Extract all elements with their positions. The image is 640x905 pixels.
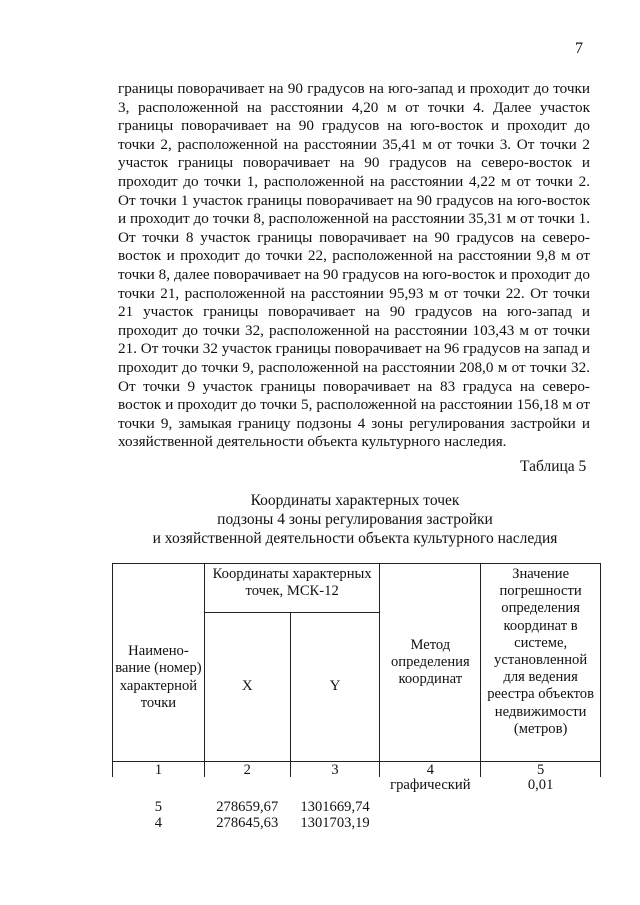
error-value: 0,01 bbox=[527, 777, 554, 793]
coord-y: 1301669,74 bbox=[300, 799, 370, 815]
column-number: 5 bbox=[481, 762, 601, 778]
coord-x: 278645,63 bbox=[216, 815, 279, 832]
column-number: 3 bbox=[290, 762, 380, 778]
table-row bbox=[113, 777, 601, 815]
coordinates-table bbox=[112, 563, 601, 832]
header-y: Y bbox=[290, 613, 380, 762]
coord-y: 1301703,19 bbox=[300, 815, 370, 832]
page-number: 7 bbox=[575, 40, 583, 57]
caption-line-1: Координаты характерных точек bbox=[250, 492, 460, 509]
header-error: Значение погрешности определения координат в системе, установленной для ведения реестра объектов недвижимости (метров) bbox=[481, 564, 601, 762]
caption-line-2: подзоны 4 зоны регулирования застройки bbox=[217, 511, 493, 528]
header-x: X bbox=[204, 613, 290, 762]
caption-line-3: и хозяйственной деятельности объекта культурного наследия bbox=[152, 530, 558, 547]
body-paragraph: границы поворачивает на 90 градусов на юго-запад и проходит до точки 3, расположенной на расстоянии 4,20 м от точки 4. Далее участок границы поворачивает на 90 градусов на юго-восток и проходит до точки 2, расположенной на расстоянии 35,41 м от точки 3. От точки 2 участок границы поворачивает на 90 градусов на северо-восток и проходит до точки 1, расположенной на расстоянии 4,22 м от точки 2. От точки 1 участок границы поворачивает на 90 градусов на юго-восток и проходит до точки 8, расположенной на расстоянии 35,31 м от точки 1. От точки 8 участок границы поворачивает на 90 градусов на северо-восток и проходит до точки 22, расположенной на расстоянии 9,8 м от точки 8, далее поворачивает на 90 градусов на юго-восток и проходит до точки 21, расположенной на расстоянии 95,93 м от точки 22. От точки 21 участок границы поворачивает на 90 градусов на юго-запад и проходит до точки 32, расположенной на расстоянии 103,43 м от точки 21. От точки 32 участок границы поворачивает на 96 градусов на запад и проходит до точки 9, расположенной на расстоянии 208,0 м от точки 32. От точки 9 участок границы поворачивает на 83 градуса на северо-восток и проходит до точки 5, расположенной на расстоянии 156,18 м от точки 9, замыкая границу подзоны 4 зоны регулирования застройки и хозяйственной деятельности объекта культурного наследия. bbox=[118, 80, 590, 451]
point-number: 4 bbox=[154, 815, 163, 832]
table-caption bbox=[100, 491, 610, 548]
header-coordinates: Координаты характерных точек, МСК-12 bbox=[204, 564, 380, 613]
table-label: Таблица 5 bbox=[520, 458, 587, 475]
column-number: 2 bbox=[204, 762, 290, 778]
column-number: 1 bbox=[113, 762, 205, 778]
point-number: 5 bbox=[154, 799, 163, 815]
header-point-name: Наимено-вание (номер) характерной точки bbox=[113, 564, 205, 762]
method-value: графический bbox=[390, 777, 471, 793]
column-number: 4 bbox=[380, 762, 481, 778]
header-method: Метод определения координат bbox=[380, 564, 481, 762]
coord-x: 278659,67 bbox=[216, 799, 279, 815]
